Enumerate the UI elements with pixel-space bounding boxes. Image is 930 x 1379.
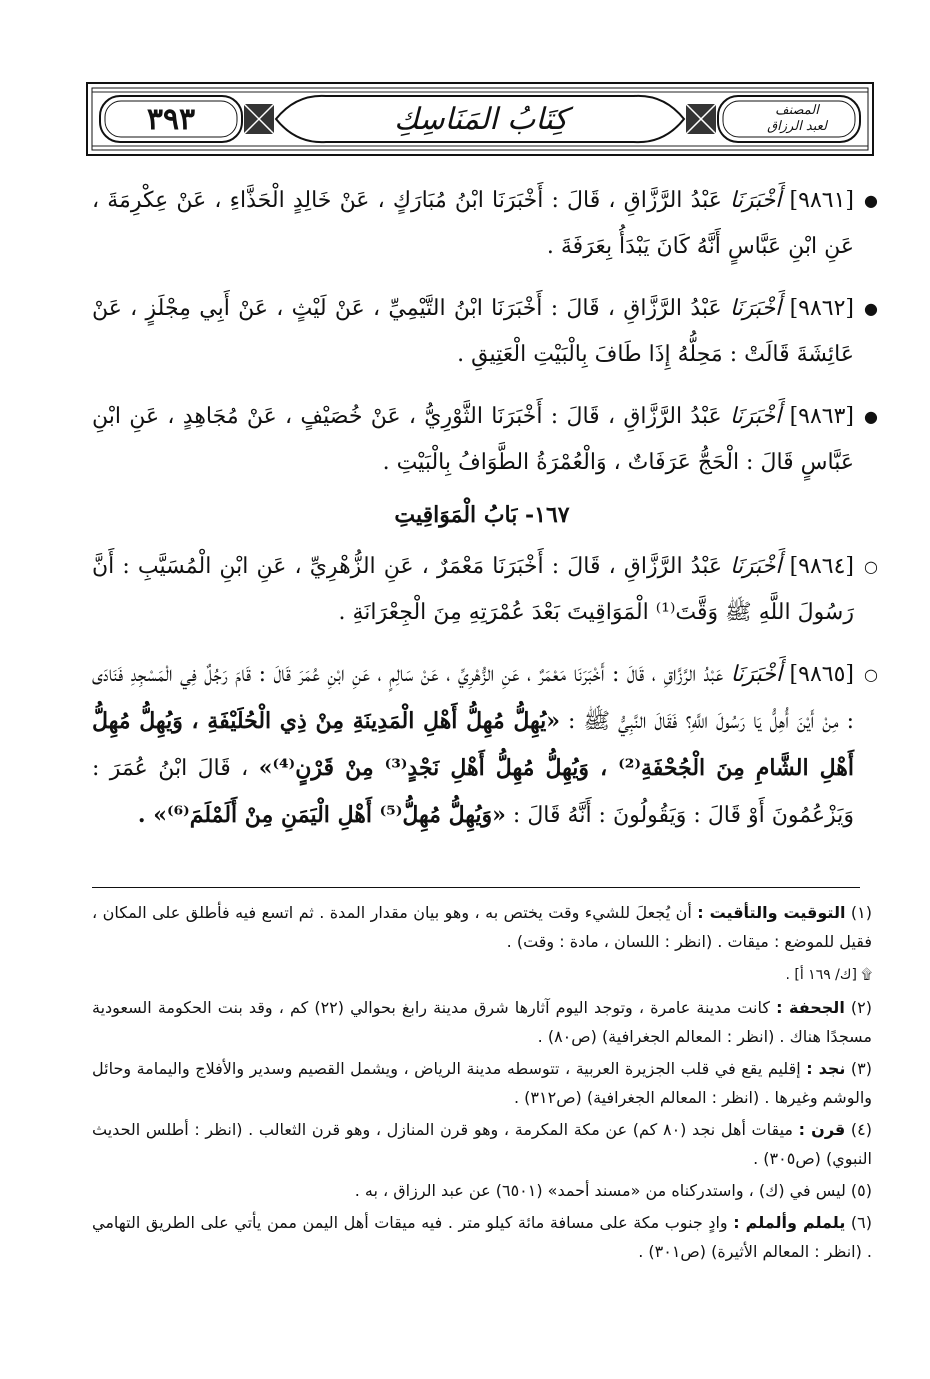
narration-verb: أَخْبَرَنَا: [729, 404, 782, 429]
footnote-number: (٢): [850, 998, 872, 1017]
hadith-text: عَبْدُ الرَّزَّاقِ ، قَالَ : أَخْبَرَنَا مَعْمَرٌ ، عَنِ الزُّهْرِيِّ ، عَنِ ابْنِ الْمُسَيَّبِ : أَنَّ رَسُولَ اللَّهِ ﷺ وَقَّتَ⁽¹⁾ الْمَوَاقِيتَ بَعْدَ عُمْرَتِهِ مِنَ الْجِعْرَانَةِ .: [92, 554, 854, 625]
narration-verb: أَخْبَرَنَا: [730, 188, 782, 213]
footnote-term: قرن :: [798, 1120, 846, 1139]
page-number: ٣٩٣: [146, 101, 196, 137]
series-logo-line1: المصنف: [775, 103, 819, 118]
filled-circle-marker: ●: [864, 191, 878, 210]
hadith-9864: [92, 544, 878, 636]
footnote-text: ميقات أهل نجد (٨٠ كم) عن مكة المكرمة ، وهو قرن المنازل ، وهو قرن الثعالب . (انظر : أطلس الحديث النبوي) (ص٣٠٥) .: [92, 1120, 872, 1168]
narration-verb: أَخْبَرَنَا: [730, 662, 783, 687]
chapter-heading: ١٦٧- بَابُ الْمَوَاقِيتِ: [394, 502, 570, 528]
hadith-text: عَبْدُ الرَّزَّاقِ ، قَالَ : أَخْبَرَنَا الثَّوْرِيُّ ، عَنْ خُصَيْفٍ ، عَنْ مُجَاهِدٍ ، عَنِ ابْنِ عَبَّاسٍ قَالَ : الْحَجُّ عَرَفَاتٌ ، وَالْعُمْرَةُ الطَّوَافُ بِالْبَيْتِ .: [92, 404, 854, 475]
hadith-number: [٩٨٦٥]: [789, 662, 854, 687]
hadith-text-part2: ، قَالَ ابْنُ عُمَرَ : وَيَزْعُمُونَ أَوْ قَالَ : وَيَقُولُونَ : أَنَّهُ قَالَ :: [92, 756, 854, 828]
hadith-text: عَبْدُ الرَّزَّاقِ ، قَالَ : أَخْبَرَنَا ابْنُ مُبَارَكٍ ، عَنْ خَالِدٍ الْحَذَّاءِ ، عَنْ عِكْرِمَةَ ، عَنِ ابْنِ عَبَّاسٍ أَنَّهُ كَانَ يَبْدَأُ بِعَرَفَةَ .: [92, 188, 854, 259]
footnote-3: [92, 1054, 872, 1112]
footnote-number: (٥): [850, 1181, 872, 1200]
narration-verb: أَخْبَرَنَا: [729, 296, 782, 321]
hadith-9862: [92, 286, 878, 378]
footnote-4: [92, 1115, 872, 1173]
footnote-manuscript-ref: [92, 959, 872, 990]
prophetic-quote-2: «وَيُهِلُّ مُهِلُّ⁽⁵⁾ أَهْلِ الْيَمَنِ مِنْ أَلَمْلَمَ⁽⁶⁾» .: [137, 802, 506, 828]
footnote-1: [92, 898, 872, 956]
footnote-term: التوقيت والتأقيت :: [697, 903, 846, 922]
footnote-term: الجحفة :: [776, 998, 845, 1017]
footnote-divider: [92, 887, 860, 888]
hadith-9861: [92, 178, 878, 270]
footnote-text: ليس في (ك) ، واستدركناه من «مسند أحمد» (٦٥٠١) عن عبد الرزاق ، به .: [354, 1181, 846, 1200]
footnote-text: ۩ [ك/ ١٦٩ أ] .: [785, 967, 872, 983]
hadith-number: [٩٨٦١]: [789, 188, 854, 213]
hadith-text: عَبْدُ الرَّزَّاقِ ، قَالَ : أَخْبَرَنَا ابْنُ التَّيْمِيِّ ، عَنْ لَيْثٍ ، عَنْ أَبِي مِجْلَزٍ ، عَنْ عَائِشَةَ قَالَتْ : مَحِلُّهُ إِذَا طَافَ بِالْبَيْتِ الْعَتِيقِ .: [92, 296, 854, 367]
open-circle-marker: ○: [864, 557, 878, 576]
hadith-number: [٩٨٦٢]: [789, 296, 855, 321]
book-title: كِتَابُ المَنَاسِكِ: [394, 101, 568, 137]
footnote-5: [92, 1176, 872, 1205]
footnote-text: وادٍ جنوب مكة على مسافة مائة كيلو متر . فيه ميقات أهل اليمن ممن يأتي على الطريق التهامي . (انظر : المعالم الأثيرة) (ص٣٠١) .: [92, 1213, 872, 1261]
footnote-6: [92, 1208, 872, 1266]
footnote-text: كانت مدينة عامرة ، وتوجد اليوم آثارها شرق مدينة رابغ بحوالي (٢٢) كم ، وقد بنت الحكومة السعودية مسجدًا هناك . (انظر : المعالم الجغرافية) (ص٨٠) .: [92, 998, 872, 1046]
footnote-text: إقليم يقع في قلب الجزيرة العربية ، تتوسطه مدينة الرياض ، ويشمل القصيم وسدير والأفلاج واليمامة وحائل والوشم وغيرها . (انظر : المعالم الجغرافية) (ص٣١٢) .: [92, 1059, 872, 1107]
hadith-9863: [92, 394, 878, 486]
footnote-term: نجد :: [806, 1059, 846, 1078]
hadith-9865: [92, 652, 878, 839]
open-circle-marker: ○: [864, 665, 878, 684]
series-logo: [738, 99, 856, 139]
filled-circle-marker: ●: [864, 407, 878, 426]
footnotes: [92, 898, 872, 1269]
prophetic-quote-1: «يُهِلُّ مُهِلُّ أَهْلِ الْمَدِينَةِ مِنْ ذِي الْحُلَيْفَةِ ، وَيُهِلُّ مُهِلُّ أَهْلِ الشَّامِ مِنَ الْجُحْفَةِ⁽²⁾ ، وَيُهِلُّ مُهِلُّ أَهْلِ نَجْدٍ⁽³⁾ مِنْ قَرْنٍ⁽⁴⁾»: [92, 708, 854, 781]
footnote-term: يلملم وألملم :: [733, 1213, 846, 1232]
hadith-text-part1: عَبْدُ الرَّزَّاقِ ، قَالَ : أَخْبَرَنَا مَعْمَرٌ ، عَنِ الزُّهْرِيِّ ، عَنْ سَالِمٍ ، عَنِ ابْنِ عُمَرَ قَالَ : قَامَ رَجُلٌ فِي الْمَسْجِدِ فَنَادَى : مِنْ أَيْنَ أُهِلُّ يَا رَسُولَ اللَّهِ؟ فَقَالَ النَّبِيُّ ﷺ :: [92, 662, 854, 734]
page-header: [86, 82, 874, 156]
footnote-2: [92, 993, 872, 1051]
footnote-number: (٣): [850, 1059, 873, 1078]
footnote-number: (٦): [850, 1213, 872, 1232]
filled-circle-marker: ●: [864, 299, 878, 318]
footnote-text: أن يُجعلَ للشيء وقت يختص به ، وهو بيان مقدار المدة . ثم اتسع فيه فأطلق على المكان ، فقيل للموضع : ميقات . (انظر : اللسان ، مادة : وقت) .: [92, 903, 872, 951]
narration-verb: أَخْبَرَنَا: [730, 554, 782, 579]
hadith-number: [٩٨٦٤]: [789, 554, 855, 579]
main-text: [92, 178, 878, 855]
footnote-number: (١): [850, 903, 872, 922]
series-logo-line2: لعبد الرزاق: [767, 119, 827, 134]
footnote-number: (٤): [850, 1120, 872, 1139]
hadith-number: [٩٨٦٣]: [789, 404, 855, 429]
